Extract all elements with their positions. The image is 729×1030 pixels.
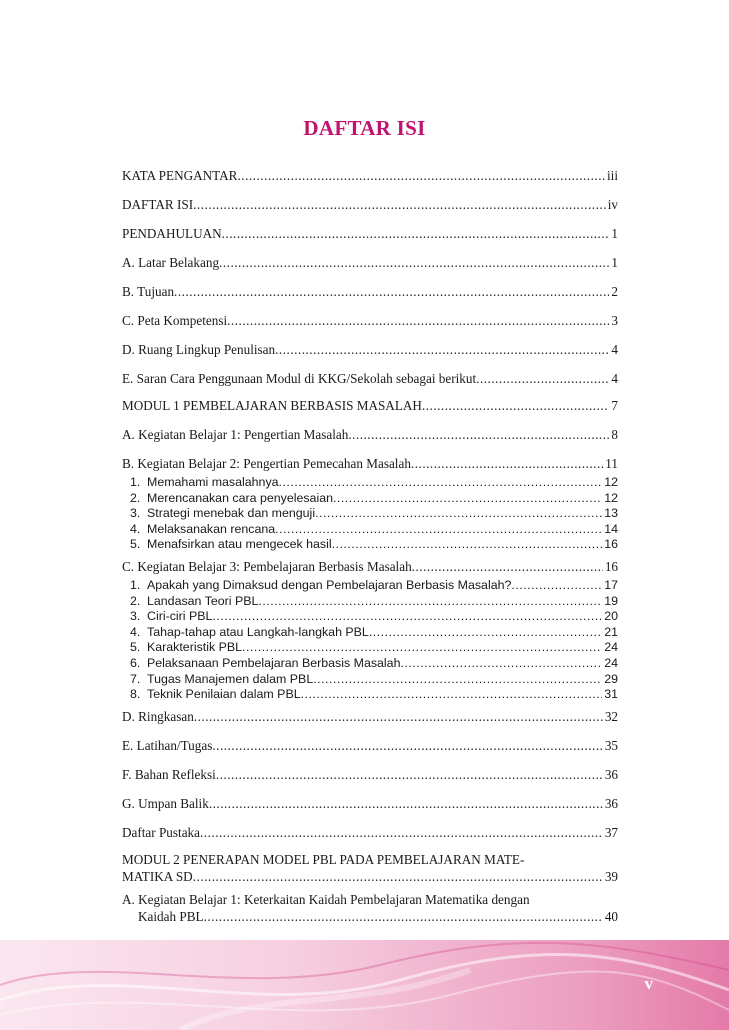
toc-subentry[interactable] (122, 594, 618, 610)
toc-sub-number: 3. (130, 506, 141, 521)
toc-page: 40 (604, 908, 618, 924)
toc-label: E. Saran Cara Penggunaan Modul di KKG/Sekolah sebagai berikut (122, 371, 477, 386)
toc-subentry[interactable] (122, 687, 618, 703)
toc-sub-number: 2. (130, 593, 141, 608)
toc-label-cont: Kaidah PBL (138, 908, 204, 924)
toc-sub-label: Pelaksanaan Pembelajaran Berbasis Masalah (147, 655, 401, 670)
toc-page: iv (607, 197, 618, 212)
toc-sub-number: 1. (130, 475, 141, 489)
toc-label: D. Ringkasan (122, 708, 194, 724)
toc-page: 4 (611, 371, 618, 386)
toc-page: 36 (604, 795, 618, 811)
toc-label: B. Tujuan (122, 284, 175, 299)
toc-sub-number: 7. (130, 671, 141, 686)
toc-sub-label: Menafsirkan atau mengecek hasil (147, 537, 332, 552)
toc-entry-latihan[interactable] (122, 737, 618, 754)
page-title: DAFTAR ISI (303, 116, 426, 140)
toc-entry-pendahuluan[interactable] (122, 225, 618, 242)
toc-entry-latar-belakang[interactable] (122, 254, 618, 271)
toc-page: 16 (604, 558, 618, 574)
toc-entry-tujuan[interactable] (122, 283, 618, 300)
toc-sub-label: Karakteristik PBL (147, 640, 243, 655)
toc-page: 24 (604, 655, 618, 670)
toc-sub-number: 2. (130, 490, 141, 505)
toc-subentry[interactable] (122, 609, 618, 625)
toc-label: E. Latihan/Tugas (122, 737, 213, 753)
toc-label-cont: MATIKA SD (122, 868, 193, 884)
toc-label: F. Bahan Refleksi (122, 766, 216, 782)
toc-subentry[interactable] (122, 475, 618, 491)
toc-page: 1 (611, 255, 618, 270)
toc-entry-kegiatan-belajar-1[interactable] (122, 426, 618, 443)
toc-sub-number: 1. (130, 577, 141, 592)
table-of-contents (122, 167, 618, 925)
toc-page: 8 (611, 427, 618, 442)
toc-label: A. Kegiatan Belajar 1: Keterkaitan Kaidah Pembelajaran Matematika dengan (122, 891, 530, 907)
toc-page: 32 (604, 708, 618, 724)
toc-sub-label: Tugas Manajemen dalam PBL (147, 671, 314, 686)
toc-entry-daftar-pustaka[interactable] (122, 824, 618, 841)
toc-sublist-c (122, 578, 618, 703)
toc-sub-label: Apakah yang Dimaksud dengan Pembelajaran Berbasis Masalah? (147, 577, 512, 592)
toc-subentry[interactable] (122, 491, 618, 507)
toc-entry-ruang-lingkup[interactable] (122, 341, 618, 358)
toc-subentry[interactable] (122, 672, 618, 688)
toc-entry-kegiatan-belajar-2[interactable] (122, 455, 618, 472)
toc-label: A. Kegiatan Belajar 1: Pengertian Masalah (122, 427, 349, 442)
toc-label: G. Umpan Balik (122, 795, 209, 811)
toc-label: PENDAHULUAN (122, 226, 222, 241)
toc-page: 19 (604, 593, 618, 608)
toc-label: DAFTAR ISI (122, 197, 194, 212)
toc-page: 7 (611, 398, 618, 413)
toc-page: 37 (604, 824, 618, 840)
toc-page: 35 (604, 737, 618, 753)
toc-entry-ringkasan[interactable] (122, 708, 618, 725)
decorative-swirl-icon (0, 940, 729, 1030)
toc-label: C. Peta Kompetensi (122, 313, 228, 328)
toc-page: 36 (604, 766, 618, 782)
toc-page: 3 (611, 313, 618, 328)
toc-sub-label: Tahap-tahap atau Langkah-langkah PBL (147, 624, 369, 639)
toc-page: iii (607, 168, 618, 183)
toc-entry-modul-2[interactable] (122, 851, 618, 885)
toc-sublist-b (122, 475, 618, 553)
toc-label: C. Kegiatan Belajar 3: Pembelajaran Berbasis Masalah (122, 558, 412, 574)
toc-sub-number: 6. (130, 655, 141, 670)
toc-entry-kata-pengantar[interactable] (122, 167, 618, 184)
toc-sub-label: Landasan Teori PBL (147, 593, 259, 608)
toc-page: 12 (604, 475, 618, 489)
toc-label: A. Latar Belakang (122, 255, 220, 270)
toc-entry-daftar-isi[interactable] (122, 196, 618, 213)
toc-page: 31 (604, 687, 618, 702)
toc-page: 20 (604, 609, 618, 624)
toc-entry-modul-1[interactable] (122, 397, 618, 414)
toc-subentry[interactable] (122, 537, 618, 553)
toc-entry-bahan-refleksi[interactable] (122, 766, 618, 783)
toc-page: 11 (605, 456, 618, 471)
toc-sub-label: Strategi menebak dan menguji (147, 506, 316, 521)
toc-page: 17 (604, 577, 618, 592)
toc-sub-label: Ciri-ciri PBL (147, 609, 213, 624)
toc-sub-number: 4. (130, 624, 141, 639)
toc-page: 2 (611, 284, 618, 299)
toc-page: 16 (604, 537, 618, 552)
toc-page: 12 (604, 490, 618, 505)
toc-sub-label: Memahami masalahnya (147, 475, 279, 489)
footer-decoration (0, 940, 729, 1030)
toc-page: 39 (604, 868, 618, 884)
toc-page: 4 (611, 342, 618, 357)
toc-sub-number: 5. (130, 537, 141, 552)
page-number: v (644, 974, 653, 993)
toc-sub-label: Merencanakan cara penyelesaian (147, 490, 333, 505)
toc-entry-peta-kompetensi[interactable] (122, 312, 618, 329)
toc-page: 14 (604, 521, 618, 536)
toc-subentry[interactable] (122, 640, 618, 656)
toc-label: B. Kegiatan Belajar 2: Pengertian Pemecahan Masalah (122, 456, 411, 471)
toc-subentry[interactable] (122, 522, 618, 538)
toc-sub-label: Teknik Penilaian dalam PBL (147, 687, 301, 702)
toc-sub-number: 4. (130, 521, 141, 536)
toc-sub-label: Melaksanakan rencana (147, 521, 276, 536)
toc-page: 1 (611, 226, 618, 241)
toc-page: 29 (604, 671, 618, 686)
toc-page: 13 (604, 506, 618, 521)
toc-subentry[interactable] (122, 656, 618, 672)
toc-subentry[interactable] (122, 625, 618, 641)
toc-sub-number: 5. (130, 640, 141, 655)
toc-subentry[interactable] (122, 506, 618, 522)
toc-subentry[interactable] (122, 578, 618, 594)
toc-label: MODUL 1 PEMBELAJARAN BERBASIS MASALAH (122, 398, 422, 413)
toc-page: 24 (604, 640, 618, 655)
toc-entry-umpan-balik[interactable] (122, 795, 618, 812)
toc-label: Daftar Pustaka (122, 824, 200, 840)
toc-label: MODUL 2 PENERAPAN MODEL PBL PADA PEMBELAJARAN MATE- (122, 851, 525, 867)
toc-label: D. Ruang Lingkup Penulisan (122, 342, 276, 357)
toc-entry-saran[interactable] (122, 370, 618, 387)
toc-sub-number: 8. (130, 687, 141, 702)
toc-label: KATA PENGANTAR (122, 168, 238, 183)
toc-entry-kegiatan-belajar-3[interactable] (122, 558, 618, 575)
toc-sub-number: 3. (130, 609, 141, 624)
toc-entry-modul-2-kegiatan-belajar-1[interactable] (122, 891, 618, 925)
toc-page: 21 (604, 624, 618, 639)
